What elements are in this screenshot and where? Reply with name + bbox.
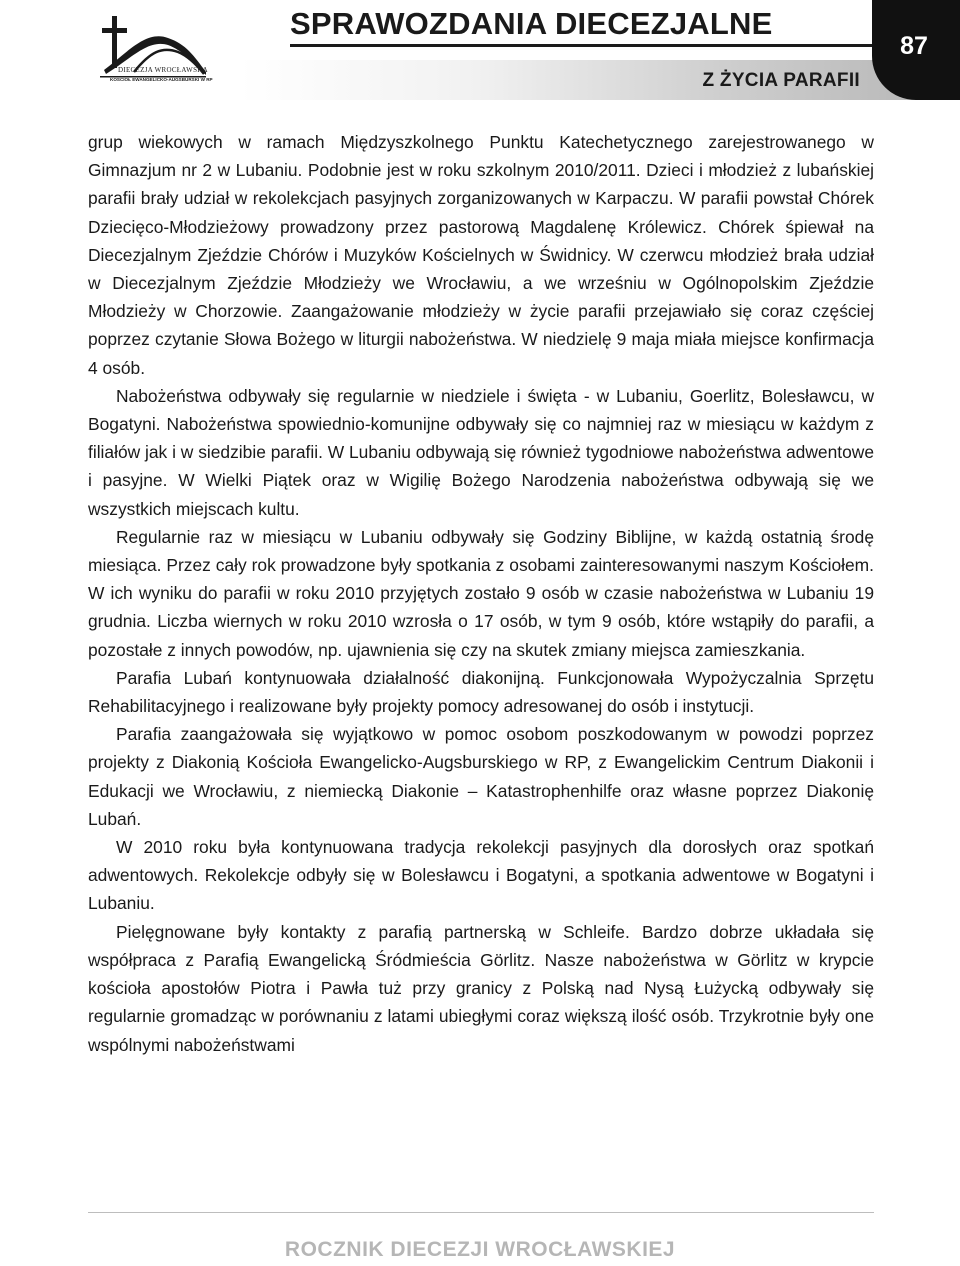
paragraph: Nabożeństwa odbywały się regularnie w niedziele i święta - w Lubaniu, Goerlitz, Bolesławcu, w Bogatyni. Nabożeństwa spowiednio-komunijne odbywały się co najmniej raz w miesiącu w każdym z filiałów jak i w siedzibie parafii. W Lubaniu odbywają się również tygodniowe nabożeństwa adwentowe i pasyjne. W Wielki Piątek oraz w Wigilię Bożego Narodzenia nabożeństwa odbywają się we wszystkich miejscach kultu. (88, 385, 874, 519)
logo-subtitle: KOŚCIÓŁ EWANGELICKO-AUGSBURSKI W RP (110, 77, 213, 82)
paragraph: Pielęgnowane były kontakty z parafią partnerską w Schleife. Bardzo dobrze układała się współpraca z Parafią Ewangelicką Śródmieścia Görlitz. Nasze nabożeństwa w Görlitz w krypcie kościoła apostołów Piotra i Pawła tuż przy granicy z Polską nad Nysą Łużycką odbywały się regularnie gromadząc w porównaniu z latami ubiegłymi coraz większą ilość osób. Trzykrotnie były one wspólnymi nabożeństwami (88, 921, 874, 1055)
paragraph: Parafia zaangażowała się wyjątkowo w pomoc osobom poszkodowanym w powodzi poprzez projekty z Diakonią Kościoła Ewangelicko-Augsburskiego w RP, z Ewangelickim Centrum Diakonii i Edukacji we Wrocławiu, z niemiecką Diakonie – Katastrophenhilfe oraz własne poprzez Diakonię Lubań. (88, 724, 874, 829)
paragraph: grup wiekowych w ramach Międzyszkolnego Punktu Katechetycznego zarejestrowanego w Gimnazjum nr 2 w Lubaniu. Podobnie jest w roku szkolnym 2010/2011. Dzieci i młodzież z lubańskiej parafii brały udział w rekolekcjach pasyjnych zorganizowanych w Karpaczu. W parafii powstał Chórek Dziecięco-Młodzieżowy prowadzony przez pastorową Magdalenę Królewicz. Chórek śpiewał na Diecezjalnym Zjeździe Chórów i Muzyków Kościelnych w Świdnicy. W czerwcu młodzież brała udział w Diecezjalnym Zjeździe Młodzieży we Wrocławiu, a we wrześniu w Ogólnopolskim Zjeździe Młodzieży w Chorzowie. Zaangażowanie młodzieży w życie parafii przejawiało się coraz częściej poprzez czytanie Słowa Bożego w liturgii nabożeństwa. W niedzielę 9 maja miała miejsce konfirmacja 4 osób. (88, 132, 874, 378)
paragraph: W 2010 roku była kontynuowana tradycja rekolekcji pasyjnych dla dorosłych oraz spotkań adwentowych. Rekolekcje odbyły się w Bolesławcu i Bogatyni, a spotkania adwentowe w Bogatyni i Lubaniu. (88, 837, 874, 914)
footer-title: ROCZNIK DIECEZJI WROCŁAWSKIEJ (284, 1238, 676, 1261)
paragraph: Parafia Lubań kontynuowała działalność diakonijną. Funkcjonowała Wypożyczalnia Sprzętu Rehabilitacyjnego i realizowane były projekty pomocy adresowanej do osób i instytucji. (88, 667, 874, 717)
article-body (88, 128, 874, 1059)
header-title: SPRAWOZDANIA DIECEZJALNE (290, 6, 773, 41)
paragraph: Regularnie raz w miesiącu w Lubaniu odbywały się Godziny Biblijne, w każdą ostatnią środę miesiąca. Przez cały rok prowadzone były spotkania z osobami zainteresowanymi naszym Kościołem. W ich wyniku do parafii w roku 2010 przyjętych zostało 9 osób w czasie nabożeństwa w Lubaniu 19 grudnia. Liczba wiernych w roku 2010 wzrosła o 17 osób, w tym 9 osób, które wstąpiły do parafii, a pozostałe z innych powodów, np. ujawnienia się czy na skutek zmiany miejsca zamieszkania. (88, 526, 874, 660)
page-number: 87 (900, 32, 928, 60)
logo-name: DIECEZJA WROCŁAWSKA (118, 66, 208, 74)
footer-rule (88, 1212, 874, 1213)
header-rule (290, 44, 890, 47)
page-header (0, 0, 960, 112)
section-title: Z ŻYCIA PARAFII (702, 70, 860, 91)
